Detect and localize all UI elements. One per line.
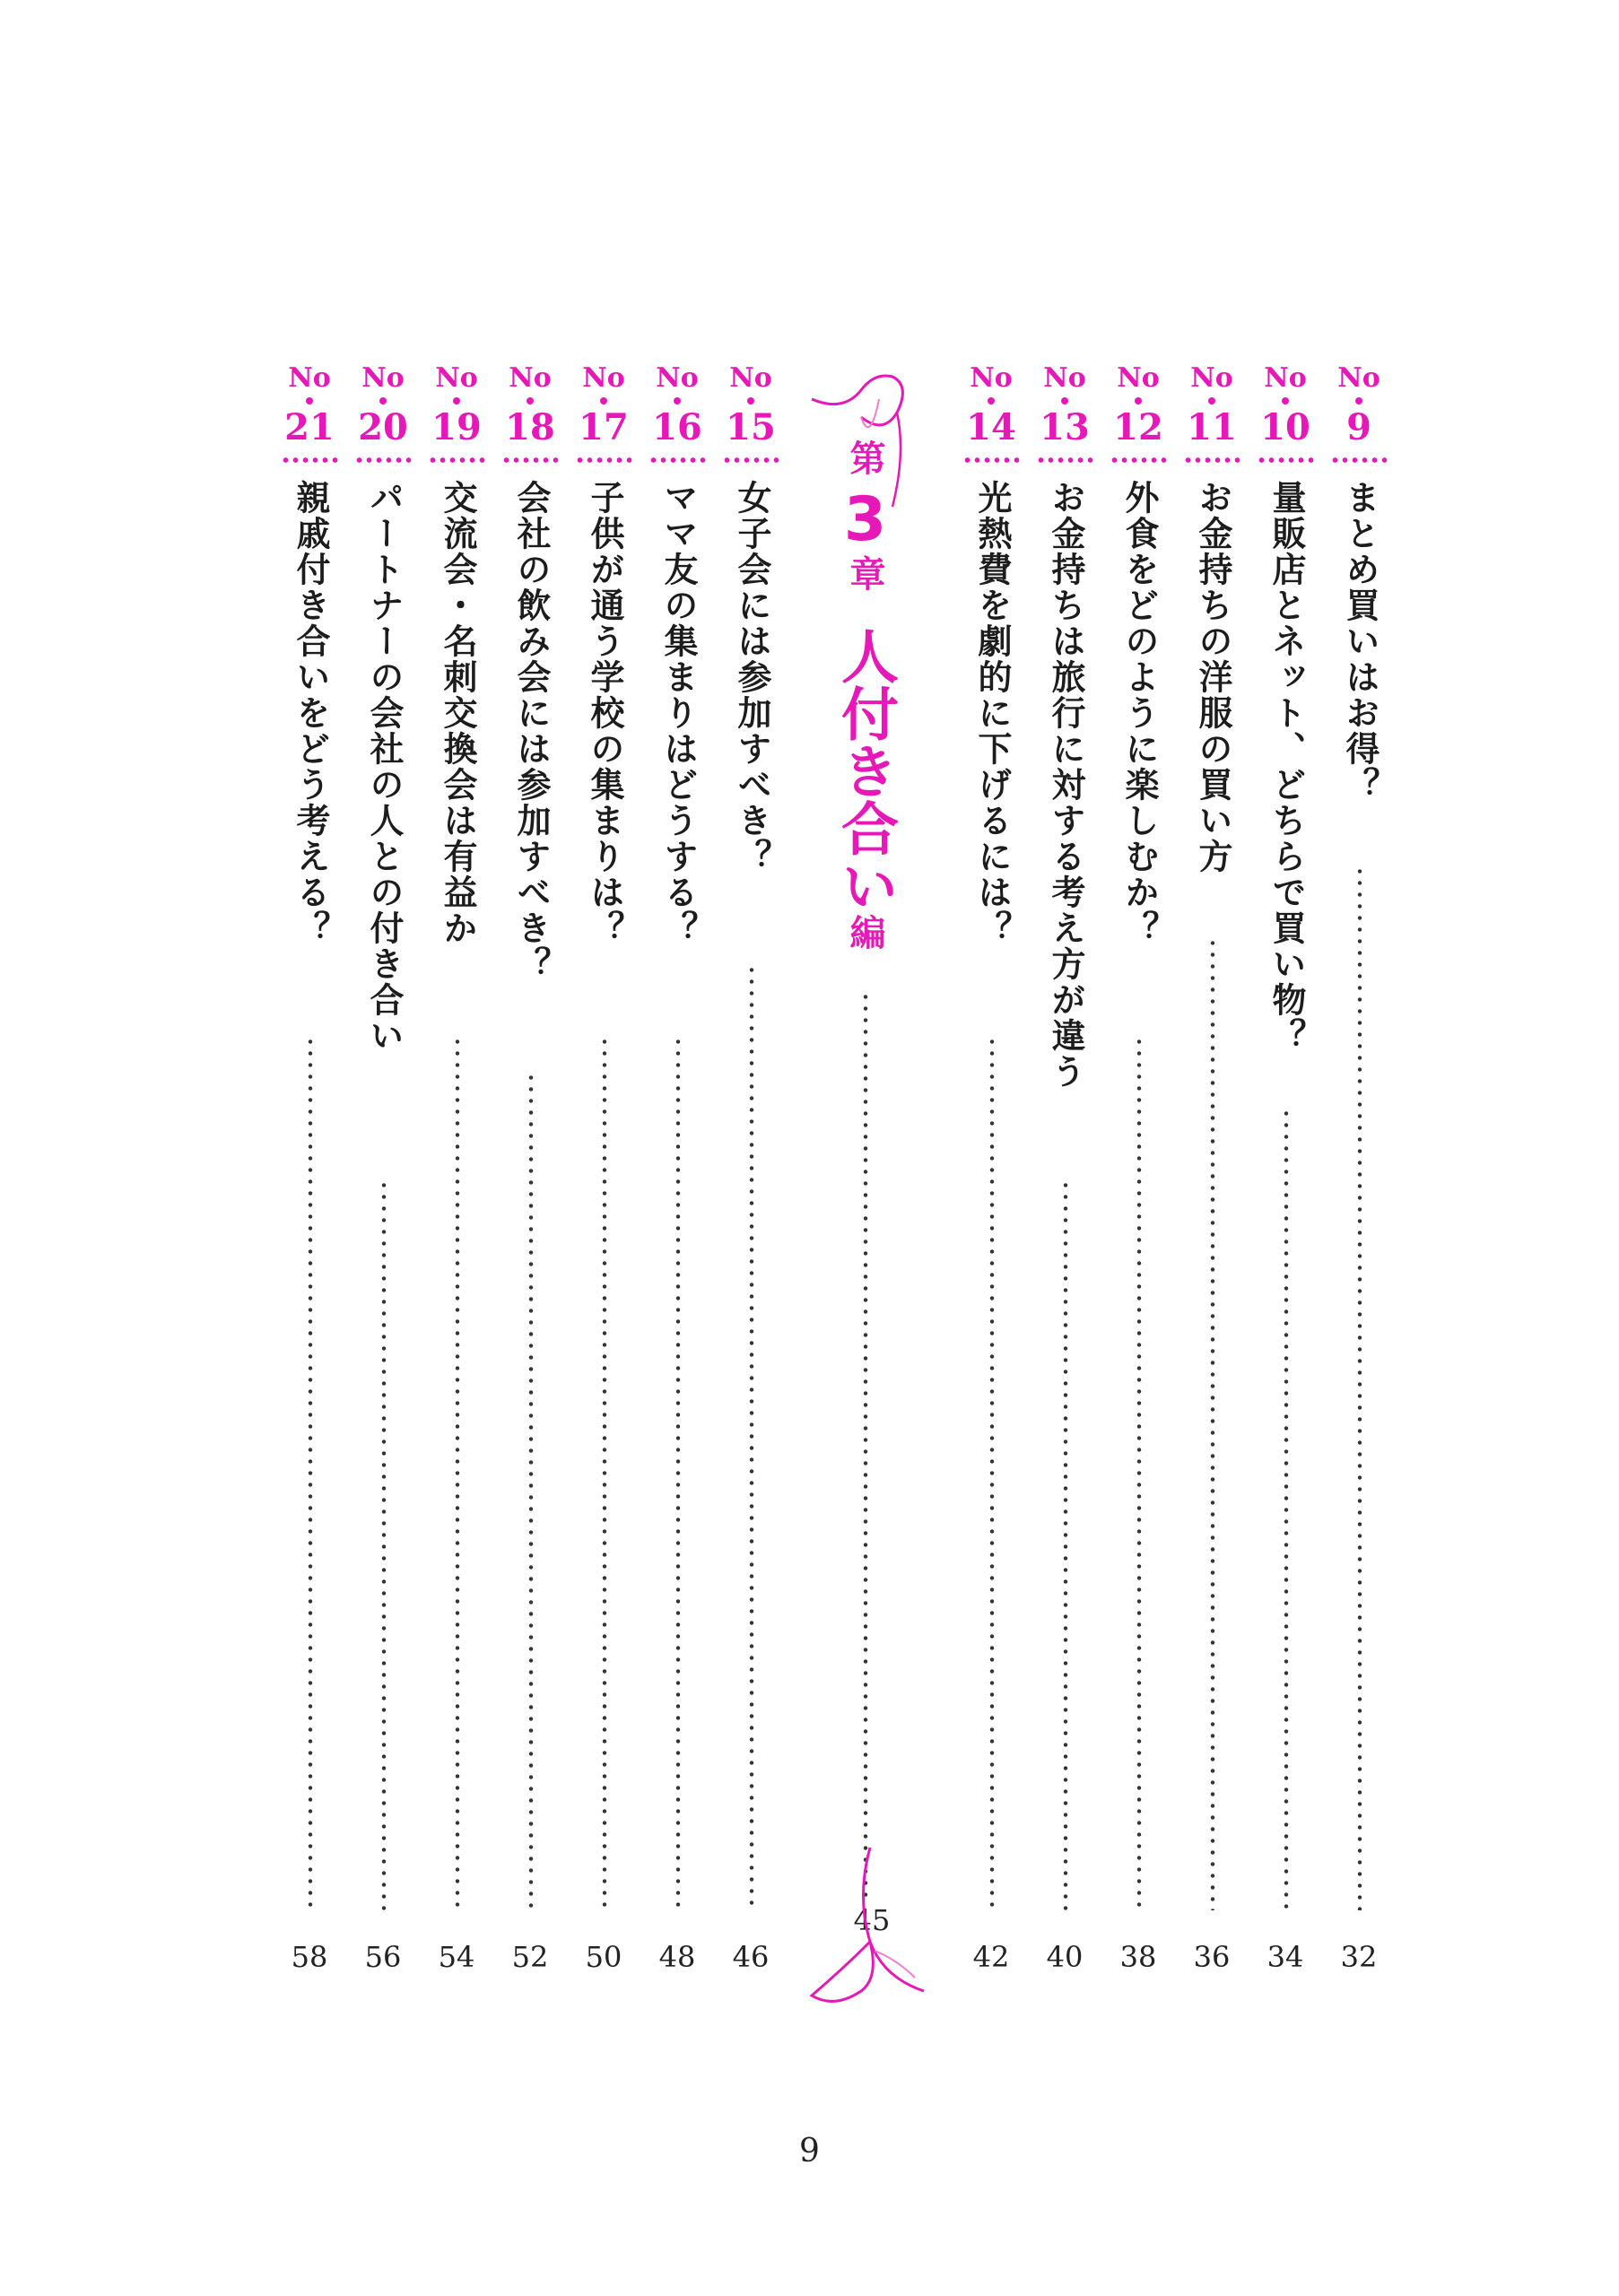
entry-page-number: 32 xyxy=(1340,1940,1378,1974)
dot-leader xyxy=(675,1036,681,1910)
pink-dot-divider xyxy=(1110,457,1169,464)
toc-entry-16[interactable] xyxy=(641,363,713,2009)
toc-entry-21[interactable] xyxy=(274,363,345,2009)
entry-title: 量販店とネット、どちらで買い物？ xyxy=(1266,480,1306,1054)
pink-dot-divider xyxy=(281,457,340,464)
chapter-suffix: 章 xyxy=(844,555,885,591)
entry-page-number: 52 xyxy=(511,1940,549,1974)
entry-no-label: No xyxy=(1337,362,1380,394)
toc-entry-10[interactable] xyxy=(1249,363,1321,2009)
entry-number: 20 xyxy=(358,406,408,448)
entry-no-label: No xyxy=(582,362,625,394)
entry-no-label: No xyxy=(729,362,772,394)
chapter-name: 人付き合い xyxy=(831,627,898,914)
entry-no-dot xyxy=(1355,397,1362,404)
entry-title: パートナーの会社の人との付き合い xyxy=(364,480,404,1054)
entry-no-dot xyxy=(1135,397,1142,404)
toc-entry-20[interactable] xyxy=(347,363,419,2009)
chapter-edition: 編 xyxy=(844,914,885,950)
toc-entry-14[interactable] xyxy=(955,363,1027,2009)
dot-leader xyxy=(455,1036,460,1910)
ribbon-bottom-ornament xyxy=(807,1843,933,2013)
entry-title: 交流会・名刺交換会は有益か xyxy=(438,480,477,946)
entry-page-number: 56 xyxy=(364,1940,402,1974)
entry-no-dot xyxy=(527,397,534,404)
entry-number: 11 xyxy=(1187,406,1237,448)
entry-no-dot xyxy=(988,397,995,404)
entry-no-dot xyxy=(306,397,313,404)
pink-dot-divider xyxy=(1036,457,1095,464)
entry-number: 14 xyxy=(966,406,1016,448)
entry-number: 13 xyxy=(1040,406,1090,448)
entry-page-number: 34 xyxy=(1266,1940,1304,1974)
entry-no-dot xyxy=(379,397,387,404)
dot-leader xyxy=(528,1072,534,1910)
entry-number: 10 xyxy=(1260,406,1310,448)
dot-leader xyxy=(989,1036,995,1910)
toc-entry-9[interactable] xyxy=(1323,363,1395,2009)
entry-number: 21 xyxy=(284,406,335,448)
entry-title: ママ友の集まりはどうする？ xyxy=(658,480,698,946)
entry-page-number: 58 xyxy=(291,1940,328,1974)
entry-no-label: No xyxy=(970,362,1013,394)
entry-number: 18 xyxy=(505,406,555,448)
dot-leader xyxy=(308,1036,313,1910)
entry-number: 15 xyxy=(726,406,776,448)
entry-no-label: No xyxy=(1117,362,1160,394)
pink-dot-divider xyxy=(1330,457,1389,464)
pink-dot-divider xyxy=(962,457,1022,464)
entry-number: 19 xyxy=(431,406,482,448)
entry-no-dot xyxy=(600,397,607,404)
chapter-page-number: 45 xyxy=(853,1903,891,1937)
chapter-number: 3 xyxy=(830,484,901,555)
entry-no-dot xyxy=(1208,397,1215,404)
entry-no-label: No xyxy=(1264,362,1307,394)
toc-entry-18[interactable] xyxy=(494,363,566,2009)
dot-leader xyxy=(749,964,754,1910)
entry-page-number: 46 xyxy=(732,1940,770,1974)
entry-no-dot xyxy=(1282,397,1289,404)
entry-no-dot xyxy=(453,397,460,404)
dot-leader xyxy=(863,991,868,1897)
entry-title: 親戚付き合いをどう考える？ xyxy=(291,480,330,946)
dot-leader xyxy=(602,1036,607,1910)
entry-number: 17 xyxy=(579,406,629,448)
entry-page-number: 48 xyxy=(658,1940,696,1974)
pink-dot-divider xyxy=(1183,457,1242,464)
toc-entry-13[interactable] xyxy=(1029,363,1101,2009)
entry-no-label: No xyxy=(509,362,552,394)
entry-number: 9 xyxy=(1346,406,1371,448)
entry-no-dot xyxy=(747,397,754,404)
entry-no-label: No xyxy=(656,362,699,394)
dot-leader xyxy=(1136,1036,1142,1910)
entry-number: 16 xyxy=(652,406,702,448)
chapter-title xyxy=(830,439,906,950)
toc-entry-17[interactable] xyxy=(568,363,640,2009)
toc-entry-12[interactable] xyxy=(1102,363,1174,2009)
entry-title: まとめ買いはお得？ xyxy=(1340,480,1380,803)
page-folio: 9 xyxy=(799,2133,820,2170)
entry-title: 子供が通う学校の集まりは？ xyxy=(585,480,624,946)
entry-title: 光熱費を劇的に下げるには？ xyxy=(972,480,1012,946)
pink-dot-divider xyxy=(428,457,487,464)
entry-page-number: 40 xyxy=(1046,1940,1084,1974)
toc-entry-15[interactable] xyxy=(715,363,787,2009)
entry-page-number: 50 xyxy=(585,1940,622,1974)
pink-dot-divider xyxy=(722,457,781,464)
entry-no-dot xyxy=(674,397,681,404)
entry-title: お金持ちの洋服の買い方 xyxy=(1193,480,1232,874)
entry-no-label: No xyxy=(1043,362,1086,394)
dot-leader xyxy=(1284,1108,1289,1910)
entry-title: 外食をどのように楽しむか？ xyxy=(1119,480,1159,946)
entry-no-label: No xyxy=(435,362,478,394)
entry-no-label: No xyxy=(1190,362,1233,394)
entry-page-number: 54 xyxy=(438,1940,475,1974)
dot-leader xyxy=(1210,937,1215,1910)
pink-dot-divider xyxy=(1257,457,1316,464)
entry-page-number: 36 xyxy=(1193,1940,1231,1974)
entry-title: お金持ちは旅行に対する考え方が違う xyxy=(1046,480,1085,1090)
pink-dot-divider xyxy=(648,457,708,464)
toc-entry-19[interactable] xyxy=(421,363,492,2009)
dot-leader xyxy=(1063,1179,1068,1910)
dot-leader xyxy=(1357,865,1362,1910)
toc-entry-11[interactable] xyxy=(1176,363,1248,2009)
chapter-prefix: 第 xyxy=(844,439,885,475)
entry-no-dot xyxy=(1061,397,1068,404)
entry-number: 12 xyxy=(1113,406,1163,448)
entry-title: 会社の飲み会には参加すべき？ xyxy=(511,480,551,982)
entry-page-number: 42 xyxy=(972,1940,1010,1974)
entry-page-number: 38 xyxy=(1119,1940,1157,1974)
chapter-heading[interactable] xyxy=(807,363,933,2031)
pink-dot-divider xyxy=(575,457,634,464)
entry-no-label: No xyxy=(288,362,331,394)
dot-leader xyxy=(381,1179,387,1910)
entry-no-label: No xyxy=(361,362,405,394)
pink-dot-divider xyxy=(501,457,561,464)
entry-title: 女子会には参加すべき？ xyxy=(732,480,771,874)
pink-dot-divider xyxy=(354,457,413,464)
